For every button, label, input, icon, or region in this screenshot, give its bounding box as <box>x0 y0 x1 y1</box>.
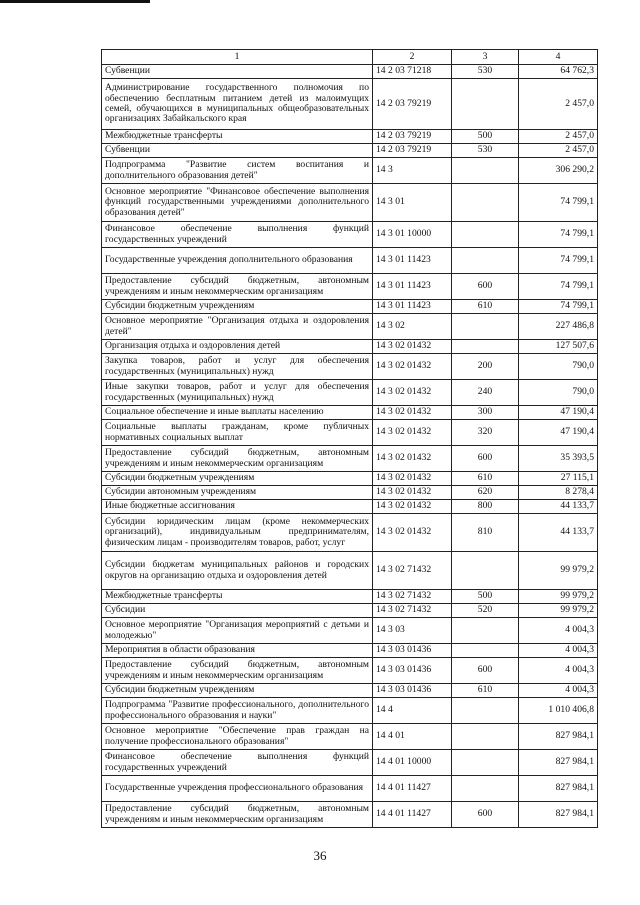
row-code-cell: 14 3 02 01432 <box>373 380 452 406</box>
row-vr-cell <box>452 222 519 248</box>
row-code-cell: 14 3 02 <box>373 314 452 340</box>
row-amount-cell: 4 004,3 <box>519 644 598 658</box>
row-vr-cell: 610 <box>452 684 519 698</box>
row-amount-cell: 790,0 <box>519 354 598 380</box>
row-code-cell: 14 3 01 11423 <box>373 248 452 274</box>
table-row <box>102 248 598 274</box>
row-amount-cell: 99 979,2 <box>519 590 598 604</box>
row-amount-cell: 2 457,0 <box>519 130 598 144</box>
row-amount-cell: 8 278,4 <box>519 486 598 500</box>
row-name-cell: Субсидии автономным учреждениям <box>102 486 373 500</box>
row-code-cell: 14 3 02 01432 <box>373 514 452 552</box>
row-vr-cell: 800 <box>452 500 519 514</box>
row-amount-cell: 827 984,1 <box>519 802 598 828</box>
row-amount-cell: 99 979,2 <box>519 604 598 618</box>
row-code-cell: 14 4 <box>373 698 452 724</box>
row-amount-cell: 827 984,1 <box>519 724 598 750</box>
row-vr-cell: 620 <box>452 486 519 500</box>
table-row <box>102 314 598 340</box>
row-vr-cell: 200 <box>452 354 519 380</box>
row-code-cell: 14 3 03 01436 <box>373 644 452 658</box>
row-name-cell: Субсидии бюджетным учреждениям <box>102 300 373 314</box>
row-name-cell: Основное мероприятие "Обеспечение прав граждан на получение профессионального образования" <box>102 724 373 750</box>
row-amount-cell: 64 762,3 <box>519 65 598 79</box>
row-amount-cell: 127 507,6 <box>519 340 598 354</box>
table-row <box>102 750 598 776</box>
row-code-cell: 14 4 01 <box>373 724 452 750</box>
table-row <box>102 144 598 158</box>
row-name-cell: Предоставление субсидий бюджетным, автономным учреждениям и иным некоммерческим организациям <box>102 802 373 828</box>
table-row <box>102 552 598 590</box>
table-row <box>102 802 598 828</box>
row-amount-cell: 47 190,4 <box>519 406 598 420</box>
row-vr-cell: 240 <box>452 380 519 406</box>
row-code-cell: 14 3 03 <box>373 618 452 644</box>
row-code-cell: 14 2 03 71218 <box>373 65 452 79</box>
row-code-cell: 14 3 02 71432 <box>373 604 452 618</box>
row-name-cell: Субсидии бюджетным учреждениям <box>102 472 373 486</box>
row-amount-cell: 47 190,4 <box>519 420 598 446</box>
row-code-cell: 14 3 02 01432 <box>373 472 452 486</box>
row-code-cell: 14 3 02 01432 <box>373 406 452 420</box>
row-name-cell: Основное мероприятие "Организация мероприятий с детьми и молодежью" <box>102 618 373 644</box>
row-vr-cell <box>452 776 519 802</box>
row-name-cell: Основное мероприятие "Финансовое обеспечение выполнения функций государственными учреждениями дополнительного образования детей" <box>102 184 373 222</box>
header-cell-vr: 3 <box>452 50 519 65</box>
row-amount-cell: 4 004,3 <box>519 658 598 684</box>
table-row <box>102 380 598 406</box>
row-name-cell: Закупка товаров, работ и услуг для обеспечения государственных (муниципальных) нужд <box>102 354 373 380</box>
table-row <box>102 618 598 644</box>
row-code-cell: 14 3 02 71432 <box>373 590 452 604</box>
table-row <box>102 472 598 486</box>
table-row <box>102 184 598 222</box>
row-code-cell: 14 3 02 01432 <box>373 446 452 472</box>
table-row <box>102 776 598 802</box>
row-vr-cell: 320 <box>452 420 519 446</box>
row-amount-cell: 827 984,1 <box>519 776 598 802</box>
row-amount-cell: 74 799,1 <box>519 222 598 248</box>
row-vr-cell: 530 <box>452 144 519 158</box>
row-amount-cell: 35 393,5 <box>519 446 598 472</box>
table-row <box>102 724 598 750</box>
page-number: 36 <box>313 848 327 863</box>
row-vr-cell <box>452 340 519 354</box>
row-code-cell: 14 3 02 01432 <box>373 420 452 446</box>
row-amount-cell: 2 457,0 <box>519 144 598 158</box>
row-amount-cell: 790,0 <box>519 380 598 406</box>
table-row <box>102 514 598 552</box>
row-name-cell: Финансовое обеспечение выполнения функций государственных учреждений <box>102 750 373 776</box>
row-amount-cell: 27 115,1 <box>519 472 598 486</box>
table-row <box>102 590 598 604</box>
row-code-cell: 14 3 02 01432 <box>373 486 452 500</box>
row-amount-cell: 44 133,7 <box>519 514 598 552</box>
row-amount-cell: 99 979,2 <box>519 552 598 590</box>
row-code-cell: 14 3 02 01432 <box>373 500 452 514</box>
row-vr-cell: 810 <box>452 514 519 552</box>
row-amount-cell: 44 133,7 <box>519 500 598 514</box>
row-name-cell: Основное мероприятие "Организация отдыха и оздоровления детей" <box>102 314 373 340</box>
row-name-cell: Межбюджетные трансферты <box>102 590 373 604</box>
row-code-cell: 14 3 02 71432 <box>373 552 452 590</box>
row-code-cell: 14 3 <box>373 158 452 184</box>
row-name-cell: Мероприятия в области образования <box>102 644 373 658</box>
row-code-cell: 14 2 03 79219 <box>373 130 452 144</box>
row-vr-cell: 500 <box>452 130 519 144</box>
header-cell-name: 1 <box>102 50 373 65</box>
row-amount-cell: 1 010 406,8 <box>519 698 598 724</box>
row-name-cell: Подпрограмма "Развитие профессионального, дополнительного профессионального образования и науки" <box>102 698 373 724</box>
table-row <box>102 644 598 658</box>
row-amount-cell: 74 799,1 <box>519 248 598 274</box>
row-name-cell: Предоставление субсидий бюджетным, автономным учреждениям и иным некоммерческим организациям <box>102 446 373 472</box>
table-row <box>102 658 598 684</box>
header-cell-code: 2 <box>373 50 452 65</box>
table-row <box>102 300 598 314</box>
row-vr-cell <box>452 158 519 184</box>
row-amount-cell: 74 799,1 <box>519 274 598 300</box>
row-vr-cell: 520 <box>452 604 519 618</box>
table-row <box>102 274 598 300</box>
row-name-cell: Субсидии юридическим лицам (кроме некоммерческих организаций), индивидуальным предпринимателям, физическим лицам - производителям товаров, работ, услуг <box>102 514 373 552</box>
row-name-cell: Финансовое обеспечение выполнения функций государственных учреждений <box>102 222 373 248</box>
row-vr-cell <box>452 314 519 340</box>
row-code-cell: 14 3 01 11423 <box>373 300 452 314</box>
row-amount-cell: 306 290,2 <box>519 158 598 184</box>
row-name-cell: Субвенции <box>102 144 373 158</box>
row-code-cell: 14 2 03 79219 <box>373 144 452 158</box>
row-code-cell: 14 4 01 11427 <box>373 776 452 802</box>
row-vr-cell <box>452 724 519 750</box>
row-vr-cell: 600 <box>452 274 519 300</box>
row-code-cell: 14 4 01 10000 <box>373 750 452 776</box>
row-name-cell: Субсидии бюджетным учреждениям <box>102 684 373 698</box>
table-row <box>102 500 598 514</box>
row-name-cell: Предоставление субсидий бюджетным, автономным учреждениям и иным некоммерческим организациям <box>102 658 373 684</box>
table-row <box>102 604 598 618</box>
row-amount-cell: 74 799,1 <box>519 184 598 222</box>
row-name-cell: Предоставление субсидий бюджетным, автономным учреждениям и иным некоммерческим организациям <box>102 274 373 300</box>
row-name-cell: Государственные учреждения дополнительного образования <box>102 248 373 274</box>
row-code-cell: 14 3 02 01432 <box>373 354 452 380</box>
table-row <box>102 406 598 420</box>
table-row <box>102 446 598 472</box>
table-row <box>102 486 598 500</box>
row-name-cell: Иные бюджетные ассигнования <box>102 500 373 514</box>
row-vr-cell <box>452 79 519 130</box>
row-amount-cell: 4 004,3 <box>519 618 598 644</box>
table-row <box>102 340 598 354</box>
header-cell-amount: 4 <box>519 50 598 65</box>
row-name-cell: Администрирование государственного полномочия по обеспечению бесплатным питанием детей из малоимущих семей, обучающихся в муниципальных общеобразовательных организациях Забайкальского края <box>102 79 373 130</box>
row-code-cell: 14 3 01 <box>373 184 452 222</box>
row-amount-cell: 2 457,0 <box>519 79 598 130</box>
row-name-cell: Субсидии бюджетам муниципальных районов и городских округов на организацию отдыха и оздоровления детей <box>102 552 373 590</box>
row-vr-cell: 600 <box>452 446 519 472</box>
row-name-cell: Социальные выплаты гражданам, кроме публичных нормативных социальных выплат <box>102 420 373 446</box>
row-amount-cell: 827 984,1 <box>519 750 598 776</box>
row-vr-cell: 530 <box>452 65 519 79</box>
table-row <box>102 65 598 79</box>
row-vr-cell: 500 <box>452 590 519 604</box>
row-vr-cell <box>452 248 519 274</box>
budget-table <box>101 49 598 828</box>
row-name-cell: Межбюджетные трансферты <box>102 130 373 144</box>
row-name-cell: Социальное обеспечение и иные выплаты населению <box>102 406 373 420</box>
row-code-cell: 14 3 02 01432 <box>373 340 452 354</box>
row-vr-cell: 610 <box>452 300 519 314</box>
row-vr-cell <box>452 184 519 222</box>
row-amount-cell: 74 799,1 <box>519 300 598 314</box>
row-code-cell: 14 3 03 01436 <box>373 658 452 684</box>
row-code-cell: 14 2 03 79219 <box>373 79 452 130</box>
row-vr-cell <box>452 750 519 776</box>
row-vr-cell <box>452 552 519 590</box>
row-amount-cell: 4 004,3 <box>519 684 598 698</box>
row-vr-cell <box>452 644 519 658</box>
row-name-cell: Субсидии <box>102 604 373 618</box>
row-name-cell: Иные закупки товаров, работ и услуг для обеспечения государственных (муниципальных) нужд <box>102 380 373 406</box>
row-vr-cell <box>452 698 519 724</box>
row-name-cell: Субвенции <box>102 65 373 79</box>
row-code-cell: 14 3 01 11423 <box>373 274 452 300</box>
table-row <box>102 684 598 698</box>
table-row <box>102 354 598 380</box>
row-vr-cell: 600 <box>452 658 519 684</box>
table-row <box>102 79 598 130</box>
table-row <box>102 420 598 446</box>
table-row <box>102 158 598 184</box>
table-row <box>102 698 598 724</box>
row-code-cell: 14 3 01 10000 <box>373 222 452 248</box>
top-rule <box>0 0 150 3</box>
row-amount-cell: 227 486,8 <box>519 314 598 340</box>
table-row <box>102 130 598 144</box>
table-row <box>102 222 598 248</box>
row-name-cell: Государственные учреждения профессионального образования <box>102 776 373 802</box>
row-code-cell: 14 4 01 11427 <box>373 802 452 828</box>
row-vr-cell: 610 <box>452 472 519 486</box>
header-row <box>102 50 598 65</box>
row-name-cell: Организация отдыха и оздоровления детей <box>102 340 373 354</box>
row-vr-cell <box>452 618 519 644</box>
row-code-cell: 14 3 03 01436 <box>373 684 452 698</box>
row-vr-cell: 300 <box>452 406 519 420</box>
row-vr-cell: 600 <box>452 802 519 828</box>
row-name-cell: Подпрограмма "Развитие систем воспитания и дополнительного образования детей" <box>102 158 373 184</box>
